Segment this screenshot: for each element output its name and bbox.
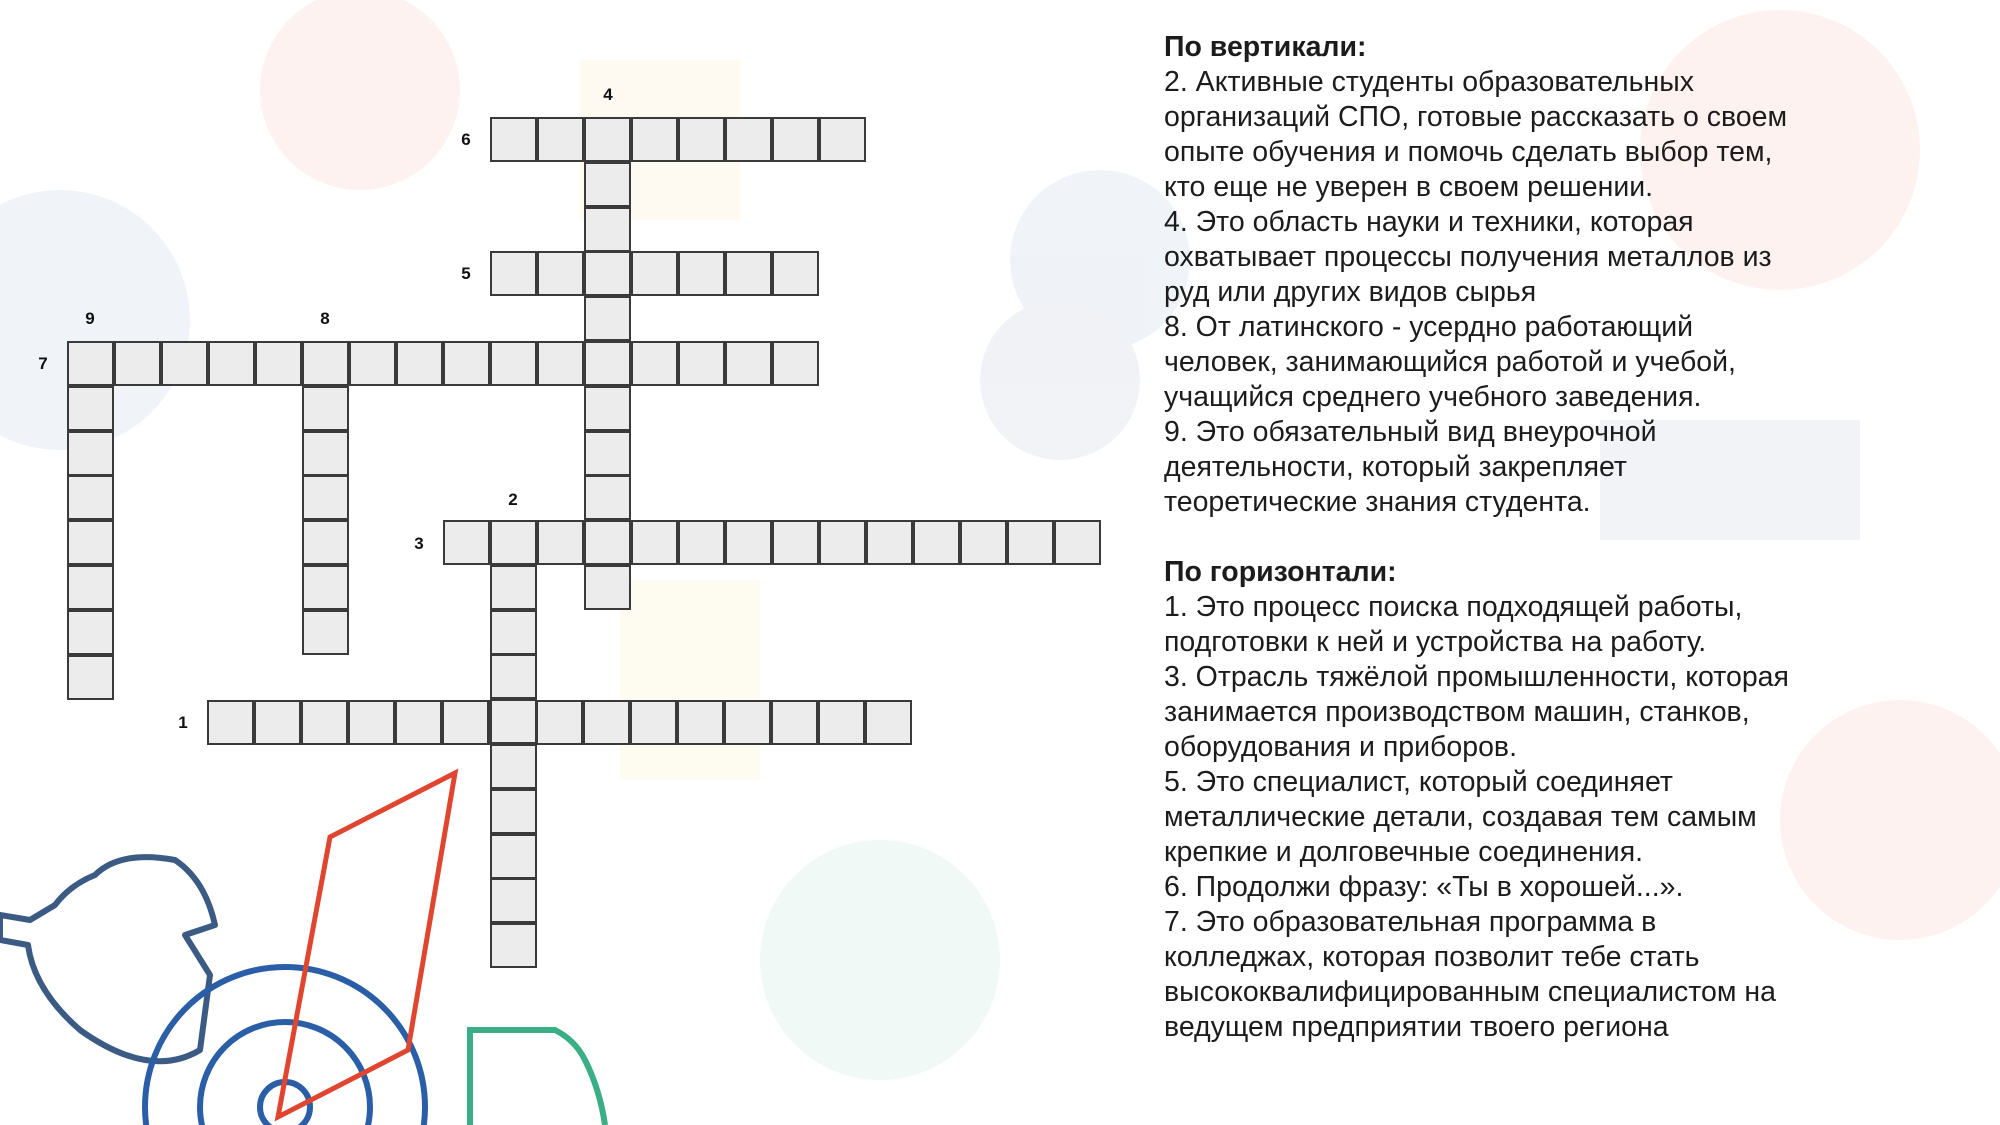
crossword-cell[interactable] [490,565,537,610]
crossword-cell[interactable] [490,699,537,744]
clue-line: 2. Активные студенты образовательных [1164,66,1694,98]
crossword-cell[interactable] [631,341,678,386]
clue-line: ведущем предприятии твоего региона [1164,1011,1669,1043]
crossword-cell[interactable] [536,700,583,745]
crossword-cell[interactable] [490,654,537,699]
crossword-cell[interactable] [678,520,725,565]
crossword-cell[interactable] [302,386,349,431]
crossword-cell[interactable] [490,878,537,923]
crossword-cell[interactable] [584,207,631,252]
crossword-cell[interactable] [772,251,819,296]
crossword-cell[interactable] [537,520,584,565]
clue-line: теоретические знания студента. [1164,486,1591,518]
crossword-cell[interactable] [302,520,349,565]
crossword-cell[interactable] [395,700,442,745]
clue-line: человек, занимающийся работой и учебой, [1164,346,1736,378]
crossword-cell[interactable] [678,251,725,296]
crossword-cell[interactable] [67,431,114,476]
crossword-cell[interactable] [819,520,866,565]
clue-line: охватывает процессы получения металлов из [1164,241,1772,273]
down-clues-title: По вертикали: [1164,31,1367,63]
clue-line: опыте обучения и помочь сделать выбор тем, [1164,136,1773,168]
crossword-cell[interactable] [583,700,630,745]
crossword-cell[interactable] [865,700,912,745]
crossword-cell[interactable] [302,431,349,476]
crossword-cell[interactable] [443,341,490,386]
crossword-cell[interactable] [161,341,208,386]
crossword-cell[interactable] [725,520,772,565]
crossword-cell[interactable] [208,341,255,386]
crossword-cell[interactable] [1007,520,1054,565]
crossword-cell[interactable] [490,520,537,565]
clue-line: 3. Отрасль тяжёлой промышленности, которая [1164,661,1789,693]
crossword-cell[interactable] [490,117,537,162]
crossword-cell[interactable] [584,386,631,431]
crossword-cell[interactable] [631,251,678,296]
crossword-cell[interactable] [302,565,349,610]
crossword-cell[interactable] [67,520,114,565]
clue-line: 6. Продолжи фразу: «Ты в хорошей...». [1164,871,1684,903]
crossword-cell[interactable] [67,565,114,610]
crossword-cell[interactable] [631,117,678,162]
crossword-cell[interactable] [584,251,631,296]
crossword-cell[interactable] [772,341,819,386]
crossword-cell[interactable] [255,341,302,386]
clue-line: 7. Это образовательная программа в [1164,906,1657,938]
crossword-cell[interactable] [490,341,537,386]
clues-spacer [1164,520,1964,555]
clue-line: оборудования и приборов. [1164,731,1517,763]
crossword-cell[interactable] [254,700,301,745]
crossword-cell[interactable] [678,341,725,386]
clue-number-1: 1 [178,713,188,732]
clue-line: организаций СПО, готовые рассказать о своем [1164,101,1788,133]
clue-line: металлические детали, создавая тем самым [1164,801,1757,833]
crossword-cell[interactable] [584,162,631,207]
crossword-cell[interactable] [584,565,631,610]
crossword-cell[interactable] [348,700,395,745]
crossword-cell[interactable] [67,341,114,386]
crossword-cell[interactable] [67,610,114,655]
crossword-cell[interactable] [114,341,161,386]
clue-number-7: 7 [38,354,48,373]
crossword-cell[interactable] [537,341,584,386]
clue-line: 5. Это специалист, который соединяет [1164,766,1673,798]
clue-line: колледжах, которая позволит тебе стать [1164,941,1700,973]
crossword-cell[interactable] [490,789,537,834]
clue-line: подготовки к ней и устройства на работу. [1164,626,1707,658]
crossword-cell[interactable] [772,117,819,162]
crossword-cell[interactable] [819,117,866,162]
crossword-cell[interactable] [67,386,114,431]
clue-number-8: 8 [320,309,330,328]
clue-line: 8. От латинского - усердно работающий [1164,311,1694,343]
across-clues-title: По горизонтали: [1164,556,1397,588]
crossword-cell[interactable] [678,117,725,162]
crossword-cell[interactable] [301,700,348,745]
crossword-cell[interactable] [67,475,114,520]
crossword-cell[interactable] [490,744,537,789]
clue-number-6: 6 [461,130,471,149]
crossword-cell[interactable] [584,341,631,386]
crossword-cell[interactable] [443,520,490,565]
crossword-cell[interactable] [584,296,631,341]
clue-line: руд или других видов сырья [1164,276,1537,308]
crossword-cell[interactable] [630,700,677,745]
clue-line: учащийся среднего учебного заведения. [1164,381,1702,413]
crossword-cell[interactable] [67,655,114,700]
crossword-cell[interactable] [725,251,772,296]
crossword-cell[interactable] [537,117,584,162]
down-clues-list [1164,65,1964,520]
crossword-cell[interactable] [771,700,818,745]
crossword-cell[interactable] [1054,520,1101,565]
crossword-cell[interactable] [442,700,489,745]
crossword-cell[interactable] [396,341,443,386]
clue-line: крепкие и долговечные соединения. [1164,836,1644,868]
clue-line: высококвалифицированным специалистом на [1164,976,1776,1008]
clue-number-5: 5 [461,264,471,283]
crossword-cell[interactable] [913,520,960,565]
crossword-cell[interactable] [490,923,537,968]
crossword-cell[interactable] [302,610,349,655]
crossword-cell[interactable] [490,251,537,296]
crossword-cell[interactable] [725,117,772,162]
crossword-cell[interactable] [537,251,584,296]
clue-line: 4. Это область науки и техники, которая [1164,206,1694,238]
crossword-cell[interactable] [772,520,819,565]
crossword-cell[interactable] [584,520,631,565]
crossword-cell[interactable] [490,834,537,879]
crossword-cell[interactable] [207,700,254,745]
crossword-cell[interactable] [302,475,349,520]
crossword-cell[interactable] [631,520,678,565]
clue-line: кто еще не уверен в своем решении. [1164,171,1654,203]
crossword-cell[interactable] [584,117,631,162]
crossword-cell[interactable] [818,700,865,745]
crossword-cell[interactable] [677,700,724,745]
across-clues-list [1164,590,1964,1045]
clue-number-4: 4 [603,85,613,104]
crossword-cell[interactable] [724,700,771,745]
clues-panel [1164,30,1964,1045]
clue-number-2: 2 [508,490,518,509]
crossword-cell[interactable] [349,341,396,386]
clue-line: занимается производством машин, станков, [1164,696,1750,728]
crossword-cell[interactable] [866,520,913,565]
crossword-cell[interactable] [490,610,537,655]
crossword-cell[interactable] [302,341,349,386]
crossword-cell[interactable] [725,341,772,386]
clue-line: деятельности, который закрепляет [1164,451,1627,483]
clue-number-9: 9 [85,309,95,328]
clue-line: 9. Это обязательный вид внеурочной [1164,416,1657,448]
clue-number-3: 3 [414,534,424,553]
crossword-cell[interactable] [584,431,631,476]
clue-line: 1. Это процесс поиска подходящей работы, [1164,591,1743,623]
crossword-cell[interactable] [960,520,1007,565]
crossword-cell[interactable] [584,475,631,520]
